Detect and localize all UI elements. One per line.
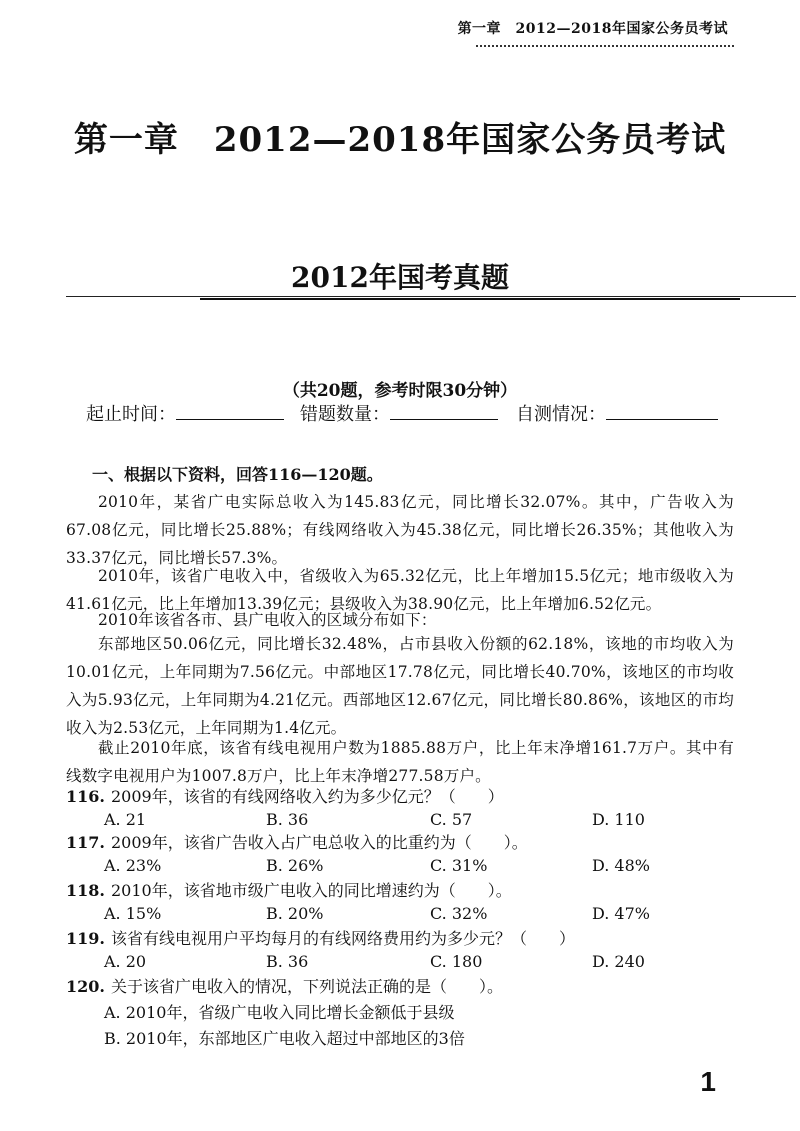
question-120 xyxy=(66,974,756,998)
material-paragraph: 2010年，该省广电收入中，省级收入为65.32亿元，比上年增加15.5亿元；地市级收入为41.61亿元，比上年增加13.39亿元；县级收入为38.90亿元，比上年增加6.52亿元。 xyxy=(66,567,734,613)
running-header: 第一章 2012—2018年国家公务员考试 xyxy=(457,21,728,37)
material-paragraph: 2010年该省各市、县广电收入的区域分布如下： xyxy=(98,611,437,629)
question-118 xyxy=(66,878,756,902)
field-label: 起止时间： xyxy=(86,404,176,425)
section-heading: 一、根据以下资料，回答116—120题。 xyxy=(92,465,383,484)
option-b[interactable]: B. 36 xyxy=(266,952,309,971)
option-b[interactable]: B. 2010年，东部地区广电收入超过中部地区的3倍 xyxy=(104,1029,465,1048)
option-c[interactable]: C. 180 xyxy=(430,952,483,971)
question-stem: 2009年，该省的有线网络收入约为多少亿元？（ ） xyxy=(110,787,504,806)
option-a[interactable]: A. 20 xyxy=(104,952,147,971)
header-dotted-rule xyxy=(476,45,734,47)
field-label: 错题数量： xyxy=(300,404,390,425)
field-label: 自测情况： xyxy=(516,404,606,425)
material-paragraph: 截止2010年底，该省有线电视用户数为1885.88万户，比上年末净增161.7万户。其中有线数字电视用户为1007.8万户，比上年末净增277.58万户。 xyxy=(66,739,734,785)
self-record-fields xyxy=(86,400,746,430)
question-stem: 2009年，该省广告收入占广电总收入的比重约为（ ）。 xyxy=(110,833,528,852)
exam-title: 2012年国考真题 xyxy=(291,261,509,294)
question-116 xyxy=(66,784,756,808)
option-d[interactable]: D. 240 xyxy=(592,952,645,971)
option-a[interactable]: A. 21 xyxy=(104,810,147,829)
option-a[interactable]: A. 15% xyxy=(104,904,162,923)
option-b[interactable]: B. 36 xyxy=(266,810,309,829)
question-stem: 该省有线电视用户平均每月的有线网络费用约为多少元？（ ） xyxy=(110,929,575,948)
options-117 xyxy=(104,856,754,880)
option-c[interactable]: C. 32% xyxy=(430,904,488,923)
question-stem: 2010年，该省地市级广电收入的同比增速约为（ ）。 xyxy=(110,881,512,900)
option-a[interactable]: A. 2010年，省级广电收入同比增长金额低于县级 xyxy=(104,1003,455,1022)
title-rule-bold xyxy=(200,298,740,300)
material-paragraph: 2010年，某省广电实际总收入为145.83亿元，同比增长32.07%。其中，广告收入为67.08亿元，同比增长25.88%；有线网络收入为45.38亿元，同比增长26.35%；其他收入为33.37亿元，同比增长57.3%。 xyxy=(66,493,734,567)
question-number: 119. xyxy=(66,929,105,948)
subtitle: （共20题，参考时限30分钟） xyxy=(282,381,518,401)
option-d[interactable]: D. 47% xyxy=(592,904,650,923)
option-a[interactable]: A. 23% xyxy=(104,856,162,875)
question-stem: 关于该省广电收入的情况，下列说法正确的是（ ）。 xyxy=(110,977,503,996)
question-117 xyxy=(66,830,756,854)
option-d[interactable]: D. 48% xyxy=(592,856,650,875)
question-number: 116. xyxy=(66,787,105,806)
option-d[interactable]: D. 110 xyxy=(592,810,645,829)
material-paragraph: 东部地区50.06亿元，同比增长32.48%，占市县收入份额的62.18%，该地的市均收入为10.01亿元，上年同期为7.56亿元。中部地区17.78亿元，同比增长40.70%，该地区的市均收入为5.93亿元，上年同期为4.21亿元。西部地区12.67亿元，同比增长80.86%，该地区的市均收入为2.53亿元，上年同期为1.4亿元。 xyxy=(66,635,734,737)
field-blank[interactable] xyxy=(176,401,284,420)
question-number: 120. xyxy=(66,977,105,996)
field-blank[interactable] xyxy=(606,401,718,420)
option-c[interactable]: C. 31% xyxy=(430,856,488,875)
option-c[interactable]: C. 57 xyxy=(430,810,473,829)
self-assessment-field[interactable] xyxy=(516,400,718,426)
start-end-time-field[interactable] xyxy=(86,400,284,426)
question-number: 118. xyxy=(66,881,105,900)
chapter-title: 第一章 2012—2018年国家公务员考试 xyxy=(73,120,727,160)
options-118 xyxy=(104,904,754,928)
field-blank[interactable] xyxy=(390,401,498,420)
option-b[interactable]: B. 26% xyxy=(266,856,324,875)
page-number: 1 xyxy=(700,1066,716,1097)
error-count-field[interactable] xyxy=(300,400,498,426)
options-119 xyxy=(104,952,754,976)
title-rule xyxy=(66,296,796,297)
question-119 xyxy=(66,926,756,950)
question-number: 117. xyxy=(66,833,105,852)
option-b[interactable]: B. 20% xyxy=(266,904,324,923)
